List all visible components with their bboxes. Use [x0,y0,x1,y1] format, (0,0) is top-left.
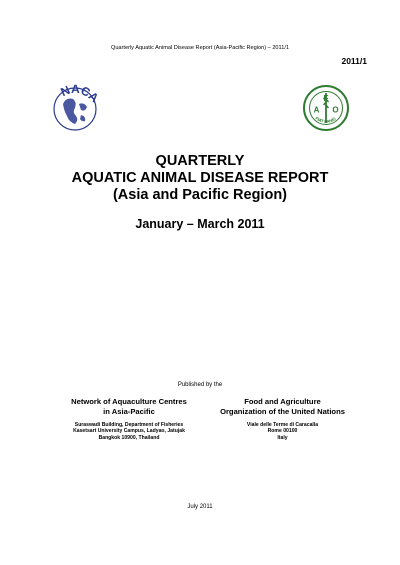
publisher-fao [210,397,355,441]
title-line-2: AQUATIC ANIMAL DISEASE REPORT [71,170,329,186]
issue-number: 2011/1 [341,56,367,66]
title-line-3: (Asia and Pacific Region) [112,187,288,203]
naca-name-line-2: in Asia-Pacific [103,406,155,416]
naca-address-line-2: Kasetsart University Campus, Ladyao, Jatujak [73,428,185,435]
naca-name-line-1: Network of Aquaculture Centres [71,397,187,406]
publisher-naca [60,397,198,441]
published-by-label: Published by the [177,382,223,388]
naca-logo-icon [51,82,99,134]
title-line-1: QUARTERLY [155,153,245,169]
fao-address-line-1: Viale delle Terme di Caracalla [246,422,319,428]
fao-letter-f: F [323,94,329,103]
report-period: January – March 2011 [135,217,265,231]
fao-letter-o: O [332,105,339,115]
naca-logo [51,82,99,134]
fao-logo [302,84,350,132]
fao-logo-icon [302,84,350,132]
naca-address [60,422,198,441]
fao-letter-a: A [313,105,320,115]
publication-date: July 2011 [187,504,213,510]
fao-motto: FIAT PANIS [314,115,337,125]
fao-address-line-2: Rome 00100 [267,428,298,435]
fao-address [210,422,355,441]
fao-address-line-3: Italy [277,434,288,441]
fao-name-line-1: Food and Agriculture [244,397,321,406]
report-title [0,153,400,204]
running-header: Quarterly Aquatic Animal Disease Report (Asia-Pacific Region) – 2011/1 [110,45,290,51]
fao-name-line-2: Organization of the United Nations [220,406,345,416]
naca-address-line-3: Bangkok 10900, Thailand [98,434,160,441]
naca-address-line-1: Suraswadi Building, Department of Fisheries [74,422,184,428]
naca-logo-text: NAC [58,82,93,100]
